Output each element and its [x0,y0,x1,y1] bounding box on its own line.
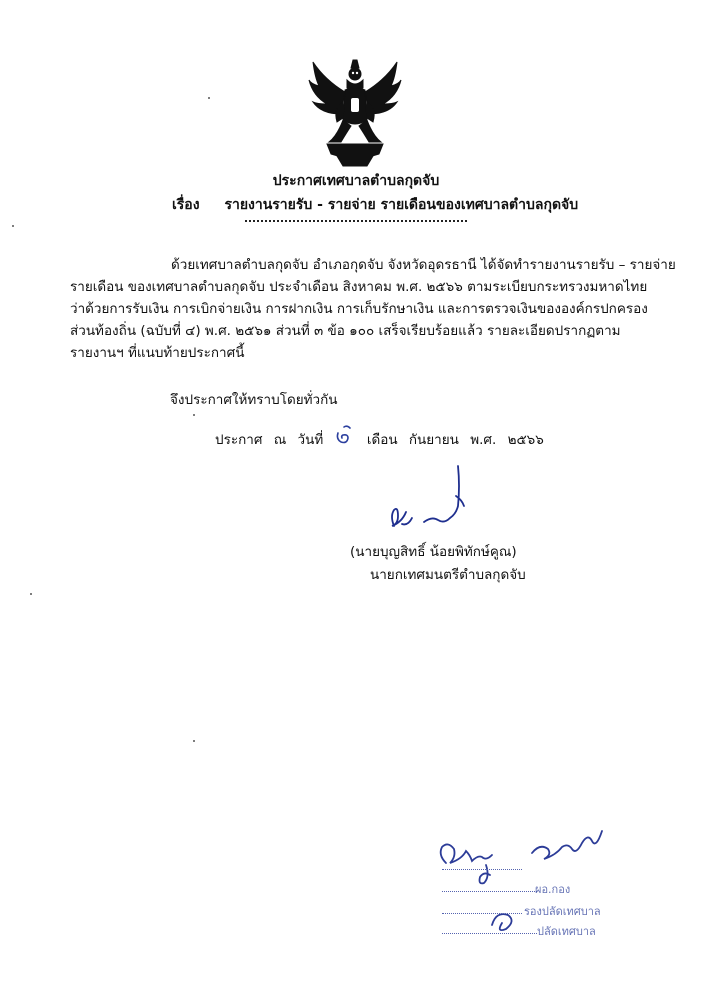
handwritten-day [335,431,353,451]
dotted-divider [245,220,467,222]
scan-speck [208,97,210,99]
stamp-label: ปลัดเทศบาล [537,925,596,938]
signer-position: นายกเทศมนตรีตำบลกุดจับ [370,567,526,583]
signer-name: (นายบุญสิทธิ์ น้อยพิทักษ์คูณ) [350,544,517,560]
announcement-date [215,428,551,450]
body-line: รายเดือน ของเทศบาลตำบลกุดจับ ประจำเดือน สิงหาคม พ.ศ. ๒๕๖๖ ตามระเบียบกระทรวงมหาดไทย [70,279,648,295]
garuda-emblem-icon [307,58,403,168]
scan-speck [193,740,195,742]
stamp-label: รองปลัดเทศบาล [524,905,601,918]
year-prefix: พ.ศ. [470,432,497,448]
at-word: ณ [273,432,287,448]
document-title: ประกาศเทศบาลตำบลกุดจับ [272,173,440,189]
month-value: กันยายน [408,432,459,448]
scan-speck [30,593,32,595]
subject-line [172,194,578,216]
approval-stamp [432,825,622,945]
body-paragraph [70,254,676,364]
year-value: ๒๕๖๖ [507,432,544,448]
scan-speck [193,414,195,416]
body-line: ด้วยเทศบาลตำบลกุดจับ อำเภอกุดจับ จังหวัดอุดรธานี ได้จัดทำรายงานรายรับ – รายจ่าย [171,257,676,273]
stamp-label: ผอ.กอง [535,883,571,896]
scan-speck [12,225,14,227]
subject-text: รายงานรายรับ - รายจ่าย รายเดือนของเทศบาลตำบลกุดจับ [224,197,579,213]
announce-word: ประกาศ [215,432,263,448]
signature-mark [372,466,502,536]
subject-label: เรื่อง [172,197,200,213]
month-word: เดือน [366,432,398,448]
body-line: ว่าด้วยการรับเงิน การเบิกจ่ายเงิน การฝากเงิน การเก็บรักษาเงิน และการตรวจเงินขององค์กรปกครอง [70,301,648,317]
day-word: วันที่ [297,432,324,448]
body-line: รายงานฯ ที่แนบท้ายประกาศนี้ [70,345,245,361]
closing-statement: จึงประกาศให้ทราบโดยทั่วกัน [170,392,338,408]
body-line: ส่วนท้องถิ่น (ฉบับที่ ๔) พ.ศ. ๒๕๖๑ ส่วนที่ ๓ ข้อ ๑๐๐ เสร็จเรียบร้อยแล้ว รายละเอียดปรากฏตาม [70,323,621,339]
